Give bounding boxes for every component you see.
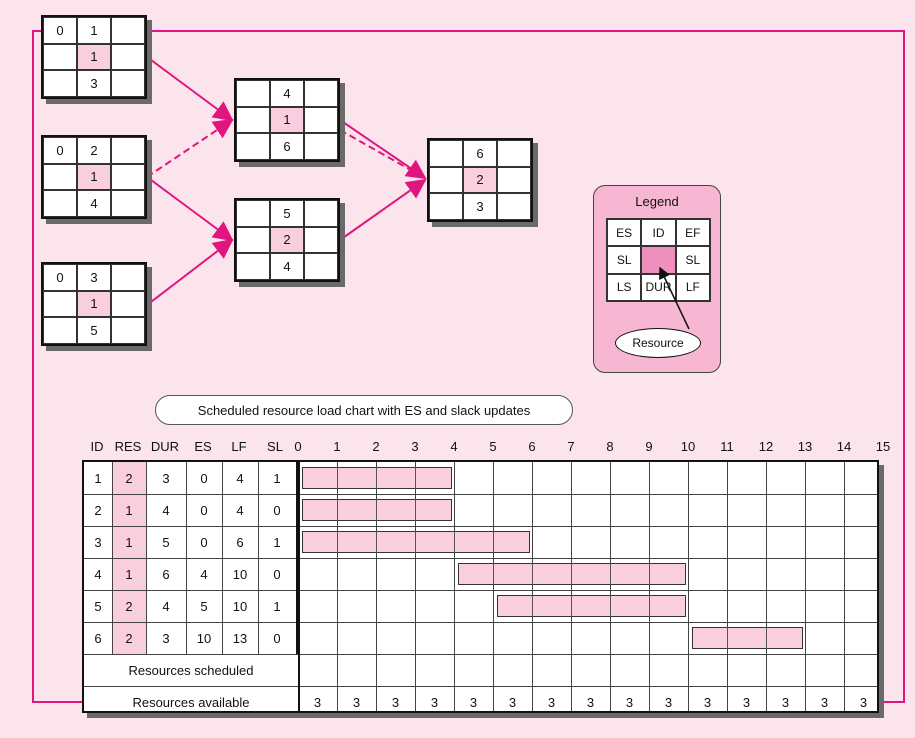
bar-segment (610, 563, 611, 585)
cell-es: 0 (200, 502, 208, 518)
node-ef (304, 200, 338, 227)
legend-title: Legend (635, 194, 679, 209)
node-sl-right (497, 167, 531, 194)
grid-col-divider (493, 462, 494, 711)
cell-res: 1 (125, 566, 133, 582)
arrow-3-to-5 (147, 240, 232, 305)
bar-segment (493, 563, 494, 585)
cell-res: 1 (125, 534, 133, 550)
timeline-tick: 6 (528, 439, 536, 454)
resources-scheduled-label: Resources scheduled (128, 662, 254, 678)
node-ef (111, 264, 145, 291)
node-top: 4 (270, 80, 304, 107)
node-top: 2 (77, 137, 111, 164)
grid-col-divider (688, 462, 689, 711)
timeline-tick: 10 (680, 439, 696, 454)
legend-sl-left: SL (607, 246, 641, 273)
resources-available-value: 3 (625, 694, 634, 710)
resources-available-value: 3 (742, 694, 751, 710)
resources-available-value: 3 (352, 694, 361, 710)
node-sl (236, 107, 270, 134)
node-dur: 4 (270, 253, 304, 280)
grid-col-divider (766, 462, 767, 711)
resources-available-value: 3 (391, 694, 400, 710)
bar-segment (532, 563, 533, 585)
node-sl (43, 164, 77, 191)
resources-available-value: 3 (859, 694, 868, 710)
timeline-tick: 5 (489, 439, 497, 454)
cell-sl: 1 (273, 534, 281, 550)
grid-col-divider (727, 462, 728, 711)
arrow-1-to-4 (147, 57, 232, 120)
node-sl-right (111, 164, 145, 191)
resources-available-value: 3 (313, 694, 322, 710)
cell-lf: 4 (236, 502, 244, 518)
cell-id: 3 (94, 534, 102, 550)
cell-es: 0 (200, 470, 208, 486)
grid-col-divider (649, 462, 650, 711)
node-lf (304, 133, 338, 160)
cell-sl: 1 (273, 470, 281, 486)
cell-lf: 13 (232, 630, 248, 646)
node-es (236, 200, 270, 227)
bar-segment (337, 467, 338, 489)
legend-sl-right: SL (676, 246, 710, 273)
node-top: 3 (77, 264, 111, 291)
header-lf: LF (231, 439, 247, 454)
bar-segment (766, 627, 767, 649)
cell-sl: 0 (273, 502, 281, 518)
node-es: 0 (43, 137, 77, 164)
node-ef (497, 140, 531, 167)
node-lf (111, 317, 145, 344)
node-sl-right (111, 44, 145, 71)
cell-id: 2 (94, 502, 102, 518)
node-ls (43, 317, 77, 344)
node-lf (111, 70, 145, 97)
cell-res: 2 (125, 630, 133, 646)
resources-available-value: 3 (430, 694, 439, 710)
node-sl-right (304, 227, 338, 254)
timeline-tick: 12 (758, 439, 774, 454)
node-resource: 1 (77, 44, 111, 71)
activity-bar (497, 595, 686, 617)
node-ef (304, 80, 338, 107)
arrow-4-to-6-dashed (340, 130, 425, 178)
legend-lf: LF (676, 274, 710, 301)
timeline-tick: 8 (606, 439, 614, 454)
activity-node-3 (41, 262, 147, 346)
timeline-tick: 3 (411, 439, 419, 454)
node-resource: 2 (270, 227, 304, 254)
grid-col-divider (532, 462, 533, 711)
cell-id: 4 (94, 566, 102, 582)
cell-dur: 4 (162, 502, 170, 518)
bar-segment (376, 499, 377, 521)
timeline-tick: 1 (333, 439, 341, 454)
cell-lf: 4 (236, 470, 244, 486)
bar-segment (376, 531, 377, 553)
timeline-tick: 11 (720, 439, 734, 454)
cell-es: 0 (200, 534, 208, 550)
activity-bar (302, 499, 452, 521)
arrow-2-to-4-dashed (147, 120, 232, 177)
bar-segment (571, 595, 572, 617)
node-resource: 1 (77, 164, 111, 191)
cell-id: 1 (94, 470, 102, 486)
node-sl (43, 44, 77, 71)
cell-sl: 0 (273, 566, 281, 582)
bar-segment (649, 563, 650, 585)
header-dur: DUR (150, 439, 180, 454)
node-ls (43, 190, 77, 217)
legend-ls: LS (607, 274, 641, 301)
node-resource: 2 (463, 167, 497, 194)
resources-available-value: 3 (586, 694, 595, 710)
legend-dur: DUR (641, 274, 675, 301)
cell-es: 10 (196, 630, 212, 646)
resources-available-value: 3 (664, 694, 673, 710)
node-sl (429, 167, 463, 194)
node-ls (236, 253, 270, 280)
timeline-tick: 9 (645, 439, 653, 454)
bar-segment (649, 595, 650, 617)
activity-node-4 (234, 78, 340, 162)
cell-id: 5 (94, 598, 102, 614)
header-es: ES (194, 439, 212, 454)
node-dur: 4 (77, 190, 111, 217)
node-dur: 5 (77, 317, 111, 344)
bar-segment (493, 531, 494, 553)
node-top: 1 (77, 17, 111, 44)
cell-res: 2 (125, 598, 133, 614)
node-sl-right (304, 107, 338, 134)
node-dur: 6 (270, 133, 304, 160)
bar-segment (415, 499, 416, 521)
cell-dur: 4 (162, 598, 170, 614)
bar-segment (415, 531, 416, 553)
cell-lf: 6 (236, 534, 244, 550)
legend-id: ID (641, 219, 675, 246)
timeline-tick: 4 (450, 439, 458, 454)
resources-available-value: 3 (820, 694, 829, 710)
resources-available-value: 3 (703, 694, 712, 710)
timeline-tick: 0 (294, 439, 302, 454)
node-resource: 1 (270, 107, 304, 134)
node-dur: 3 (463, 193, 497, 220)
timeline-tick: 15 (875, 439, 891, 454)
cell-lf: 10 (232, 598, 248, 614)
node-lf (111, 190, 145, 217)
header-sl: SL (267, 439, 283, 454)
cell-dur: 5 (162, 534, 170, 550)
activity-bar (302, 467, 452, 489)
arrow-2-to-5 (147, 177, 232, 240)
bar-segment (610, 595, 611, 617)
node-ls (236, 133, 270, 160)
resources-available-label: Resources available (132, 694, 250, 710)
legend-ef: EF (676, 219, 710, 246)
resources-available-value: 3 (781, 694, 790, 710)
resources-available-value: 3 (469, 694, 478, 710)
grid-col-divider (610, 462, 611, 711)
node-dur: 3 (77, 70, 111, 97)
legend-es: ES (607, 219, 641, 246)
bar-segment (454, 531, 455, 553)
node-sl-right (111, 291, 145, 318)
arrow-4-to-6 (340, 120, 425, 178)
node-lf (304, 253, 338, 280)
cell-dur: 3 (162, 470, 170, 486)
bar-segment (415, 467, 416, 489)
node-sl (43, 291, 77, 318)
header-res: RES (114, 439, 142, 454)
cell-id: 6 (94, 630, 102, 646)
cell-dur: 6 (162, 566, 170, 582)
node-top: 5 (270, 200, 304, 227)
resource-load-table (82, 460, 879, 713)
node-es (236, 80, 270, 107)
cell-res: 2 (125, 470, 133, 486)
cell-res: 1 (125, 502, 133, 518)
bar-segment (727, 627, 728, 649)
cell-sl: 1 (273, 598, 281, 614)
cell-es: 5 (200, 598, 208, 614)
node-resource: 1 (77, 291, 111, 318)
grid-col-divider (571, 462, 572, 711)
node-es: 0 (43, 17, 77, 44)
legend-box (593, 185, 721, 373)
grid-col-divider (454, 462, 455, 711)
resources-available-value: 3 (547, 694, 556, 710)
cell-es: 4 (200, 566, 208, 582)
activity-bar (692, 627, 803, 649)
node-ls (43, 70, 77, 97)
node-es (429, 140, 463, 167)
bar-segment (337, 531, 338, 553)
node-lf (497, 193, 531, 220)
cell-sl: 0 (273, 630, 281, 646)
grid-col-divider (844, 462, 845, 711)
cell-dur: 3 (162, 630, 170, 646)
timeline-tick: 7 (567, 439, 575, 454)
bar-segment (376, 467, 377, 489)
node-sl (236, 227, 270, 254)
timeline-tick: 2 (372, 439, 380, 454)
arrow-5-to-6 (340, 180, 425, 240)
legend-resource-label: Resource (615, 328, 701, 358)
node-es: 0 (43, 264, 77, 291)
bar-segment (532, 595, 533, 617)
chart-caption: Scheduled resource load chart with ES and slack updates (155, 395, 573, 425)
resources-available-value: 3 (508, 694, 517, 710)
header-id: ID (90, 439, 104, 454)
timeline-tick: 14 (836, 439, 852, 454)
bar-segment (337, 499, 338, 521)
node-ef (111, 137, 145, 164)
grid-divider (298, 462, 300, 711)
activity-node-1 (41, 15, 147, 99)
activity-node-6 (427, 138, 533, 222)
node-ef (111, 17, 145, 44)
timeline-tick: 13 (797, 439, 813, 454)
node-ls (429, 193, 463, 220)
activity-node-2 (41, 135, 147, 219)
cell-lf: 10 (232, 566, 248, 582)
activity-node-5 (234, 198, 340, 282)
node-top: 6 (463, 140, 497, 167)
grid-col-divider (805, 462, 806, 711)
bar-segment (571, 563, 572, 585)
